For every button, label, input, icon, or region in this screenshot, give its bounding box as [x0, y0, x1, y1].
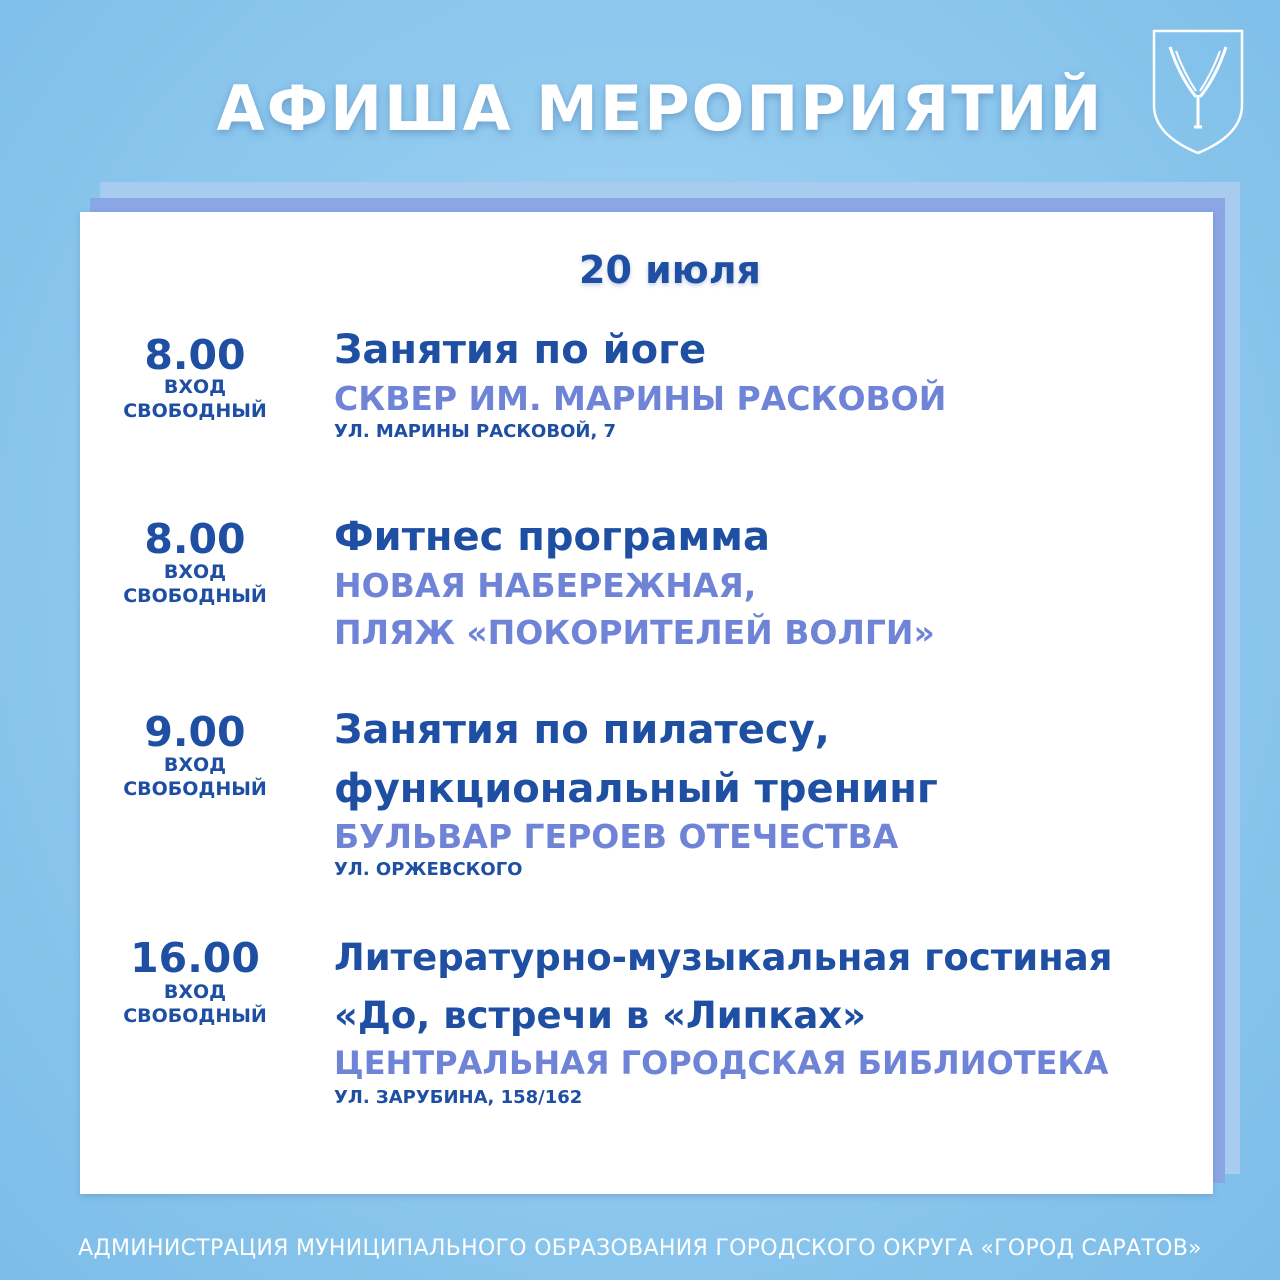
event-address: УЛ. ОРЖЕВСКОГО: [334, 859, 523, 880]
event-place: СКВЕР ИМ. МАРИНЫ РАСКОВОЙ: [334, 379, 947, 418]
event-date: 20 июля: [579, 248, 761, 292]
saratov-coat-of-arms-icon: [1150, 27, 1246, 157]
entry-label: ВХОД: [163, 754, 227, 776]
event-time: 9.00: [144, 708, 246, 756]
event-time: 16.00: [130, 934, 260, 982]
event-place: ПЛЯЖ «ПОКОРИТЕЛЕЙ ВОЛГИ»: [334, 613, 935, 652]
entry-label: СВОБОДНЫЙ: [123, 1005, 267, 1027]
event-address: УЛ. МАРИНЫ РАСКОВОЙ, 7: [334, 421, 617, 442]
event-time: 8.00: [144, 331, 246, 379]
entry-label: СВОБОДНЫЙ: [123, 400, 267, 422]
footer-organization: АДМИНИСТРАЦИЯ МУНИЦИПАЛЬНОГО ОБРАЗОВАНИЯ ГОРОДСКОГО ОКРУГА «ГОРОД САРАТОВ»: [78, 1236, 1202, 1261]
entry-label: СВОБОДНЫЙ: [123, 778, 267, 800]
event-name: «До, встречи в «Липках»: [334, 994, 867, 1037]
poster-title: АФИША МЕРОПРИЯТИЙ: [216, 72, 1104, 145]
event-name: функциональный тренинг: [334, 766, 938, 812]
entry-label: СВОБОДНЫЙ: [123, 585, 267, 607]
entry-label: ВХОД: [163, 981, 227, 1003]
event-place: НОВАЯ НАБЕРЕЖНАЯ,: [334, 566, 757, 605]
event-name: Занятия по пилатесу,: [334, 707, 830, 753]
event-place: БУЛЬВАР ГЕРОЕВ ОТЕЧЕСТВА: [334, 817, 899, 856]
event-name: Литературно-музыкальная гостиная: [334, 936, 1113, 979]
event-name: Фитнес программа: [334, 514, 770, 560]
event-time: 8.00: [144, 515, 246, 563]
event-place: ЦЕНТРАЛЬНАЯ ГОРОДСКАЯ БИБЛИОТЕКА: [334, 1044, 1109, 1082]
entry-label: ВХОД: [163, 561, 227, 583]
event-address: УЛ. ЗАРУБИНА, 158/162: [334, 1087, 583, 1108]
event-name: Занятия по йоге: [334, 327, 707, 373]
entry-label: ВХОД: [163, 376, 227, 398]
